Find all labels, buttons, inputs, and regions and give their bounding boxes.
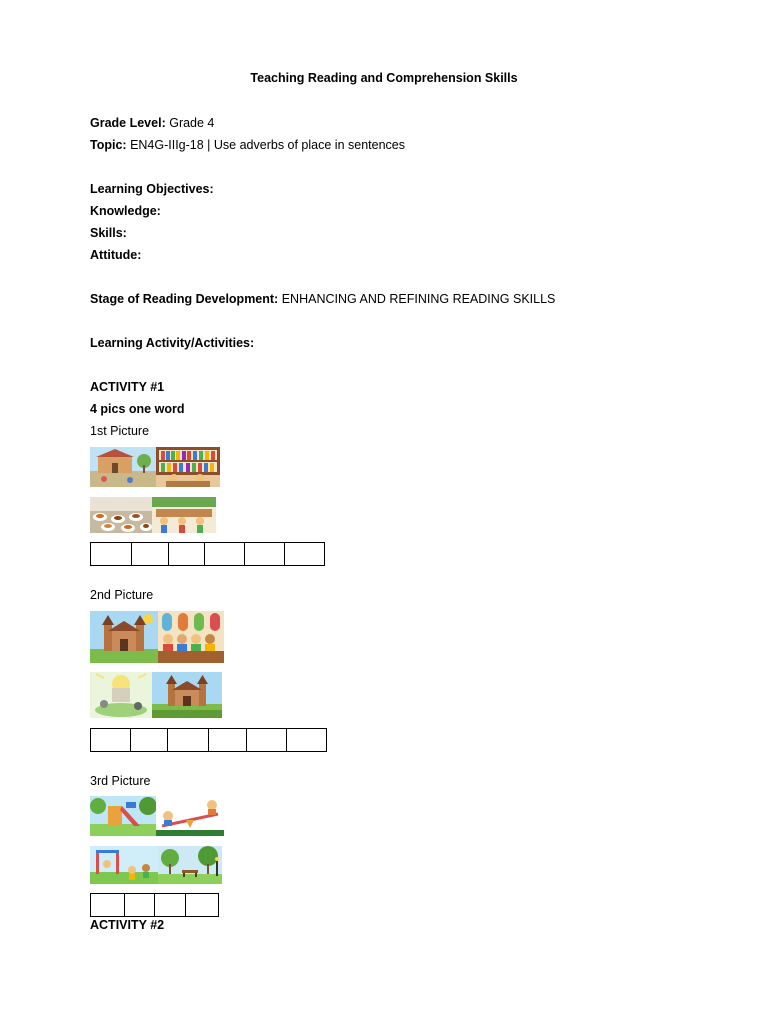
letter-box[interactable] [154, 893, 186, 917]
knowledge-label: Knowledge: [90, 204, 161, 218]
letter-box[interactable] [284, 542, 325, 566]
grade-level-label: Grade Level: [90, 116, 166, 130]
letter-box[interactable] [90, 542, 132, 566]
stage-value: ENHANCING AND REFINING READING SKILLS [281, 292, 556, 306]
church-image-2 [152, 672, 222, 718]
kids-playing-image [90, 846, 158, 884]
children-in-church-image [158, 611, 224, 663]
activities-heading: Learning Activity/Activities: [90, 336, 255, 350]
cafeteria-food-image [90, 497, 152, 533]
activity1-subtitle: 4 pics one word [90, 402, 185, 416]
park-sunshine-image [90, 672, 152, 718]
topic-line [90, 138, 405, 153]
page-title: Teaching Reading and Comprehension Skills [250, 71, 518, 85]
letter-box[interactable] [90, 893, 125, 917]
playground-slide-image [90, 796, 156, 836]
canteen-image [152, 497, 216, 533]
letter-box[interactable] [131, 542, 170, 566]
letter-box[interactable] [208, 728, 248, 752]
grade-level-value: Grade 4 [169, 116, 215, 130]
picture1-label: 1st Picture [90, 424, 150, 438]
park-bench-image [158, 846, 222, 884]
picture3-label: 3rd Picture [90, 774, 151, 788]
picture2-answer-boxes [90, 728, 325, 752]
attitude-label: Attitude: [90, 248, 142, 262]
school-playground-image [90, 447, 156, 487]
picture3-answer-boxes [90, 893, 217, 917]
picture1-answer-boxes [90, 542, 323, 566]
skills-label: Skills: [90, 226, 127, 240]
letter-box[interactable] [185, 893, 219, 917]
library-image [156, 447, 220, 487]
letter-box[interactable] [204, 542, 246, 566]
topic-value: EN4G-IIIg-18 | Use adverbs of place in sentences [130, 138, 405, 152]
letter-box[interactable] [124, 893, 156, 917]
objectives-heading: Learning Objectives: [90, 182, 214, 196]
seesaw-kids-image [156, 796, 224, 836]
topic-label: Topic: [90, 138, 127, 152]
letter-box[interactable] [130, 728, 169, 752]
activity2-heading: ACTIVITY #2 [90, 918, 165, 932]
letter-box[interactable] [167, 728, 209, 752]
letter-box[interactable] [246, 728, 287, 752]
letter-box[interactable] [90, 728, 131, 752]
stage-line [90, 292, 555, 307]
letter-box[interactable] [286, 728, 327, 752]
letter-box[interactable] [168, 542, 205, 566]
grade-level-line [90, 116, 214, 131]
stage-label: Stage of Reading Development: [90, 292, 279, 306]
picture2-label: 2nd Picture [90, 588, 154, 602]
letter-box[interactable] [244, 542, 285, 566]
activity1-heading: ACTIVITY #1 [90, 380, 165, 394]
church-image [90, 611, 158, 663]
